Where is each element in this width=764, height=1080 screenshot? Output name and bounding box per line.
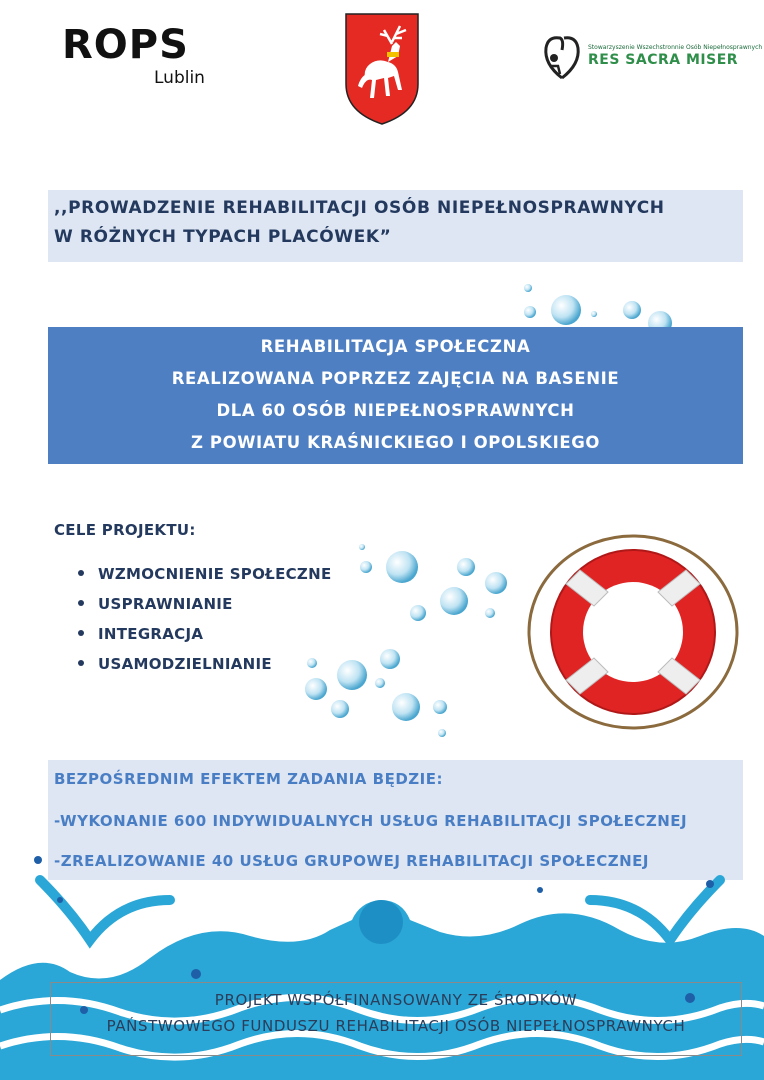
banner-line-3: DLA 60 OSÓB NIEPEŁNOSPRAWNYCH <box>216 401 575 420</box>
banner-line-4: Z POWIATU KRAŚNICKIEGO I OPOLSKIEGO <box>191 433 600 452</box>
goal-item: USAMODZIELNIANIE <box>78 655 272 673</box>
project-title-box <box>48 190 743 262</box>
rehabilitation-banner <box>48 327 743 464</box>
bubbles-top-decoration <box>510 278 680 328</box>
rops-lublin-logo <box>62 22 212 92</box>
funding-line-2: PAŃSTWOWEGO FUNDUSZU REHABILITACJI OSÓB NIEPEŁNOSPRAWNYCH <box>106 1017 686 1035</box>
project-title-line-2: W RÓŻNYCH TYPACH PLACÓWEK” <box>54 227 392 247</box>
goal-item: INTEGRACJA <box>78 625 203 643</box>
partner-small-text: Stowarzyszenie Wszechstronnie Osób Niepełnosprawnych <box>588 44 763 51</box>
funding-line-1: PROJEKT WSPÓŁFINANSOWANY ZE ŚRODKÓW <box>214 991 578 1009</box>
bubbles-middle-decoration <box>290 535 520 750</box>
goal-item: USPRAWNIANIE <box>78 595 233 613</box>
bullet-icon <box>78 570 84 576</box>
res-sacra-miser-logo <box>540 28 763 84</box>
banner-line-2: REALIZOWANA POPRZEZ ZAJĘCIA NA BASENIE <box>171 369 620 388</box>
goals-heading: CELE PROJEKTU: <box>54 521 196 539</box>
rops-logo-text: ROPS <box>62 22 189 68</box>
banner-line-1: REHABILITACJA SPOŁECZNA <box>260 337 531 356</box>
lifebuoy-icon <box>522 530 744 735</box>
project-title-line-1: ,,PROWADZENIE REHABILITACJI OSÓB NIEPEŁNOSPRAWNYCH <box>54 198 665 218</box>
partner-name: RES SACRA MISER <box>588 52 739 68</box>
goal-item: WZMOCNIENIE SPOŁECZNE <box>78 565 332 583</box>
effects-heading: BEZPOŚREDNIM EFEKTEM ZADANIA BĘDZIE: <box>54 770 443 788</box>
funding-footer-box <box>50 982 742 1056</box>
lublin-crest-icon <box>344 12 420 126</box>
effect-item-1: -WYKONANIE 600 INDYWIDUALNYCH USŁUG REHABILITACJI SPOŁECZNEJ <box>54 812 688 830</box>
rops-logo-subtitle: Lublin <box>154 68 205 88</box>
bullet-icon <box>78 630 84 636</box>
bullet-icon <box>78 660 84 666</box>
effect-item-2: -ZREALIZOWANIE 40 USŁUG GRUPOWEJ REHABILITACJI SPOŁECZNEJ <box>54 852 650 870</box>
bullet-icon <box>78 600 84 606</box>
